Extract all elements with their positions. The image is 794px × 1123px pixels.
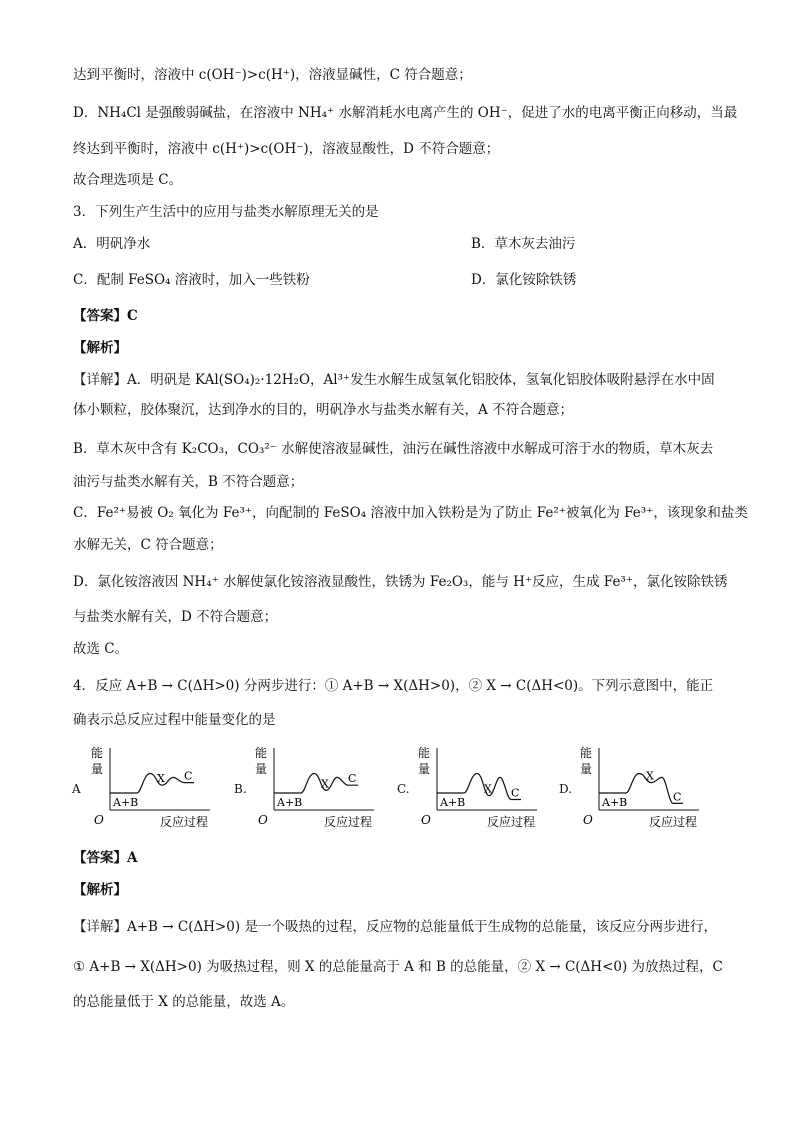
question-3-stem: 3．下列生产生活中的应用与盐类水解原理无关的是 bbox=[73, 204, 379, 220]
x-axis-label: 反应过程 bbox=[160, 815, 209, 829]
diagram-option-label: B. bbox=[234, 782, 247, 796]
text-line: D．NH₄Cl 是强酸弱碱盐，在溶液中 NH₄⁺ 水解消耗水电离产生的 OH⁻，促进了水的电离平衡正向移动，当最 bbox=[73, 105, 738, 121]
intermediate-label: X bbox=[157, 772, 165, 786]
reactants-label: A+B bbox=[602, 796, 628, 809]
y-axis-label: 量 bbox=[580, 762, 593, 776]
q4-detail-line: 【详解】A+B → C(ΔH>0) 是一个吸热的过程，反应物的总能量低于生成物的总能量，该反应分两步进行， bbox=[73, 919, 717, 935]
q3-option-b: B．草木灰去油污 bbox=[471, 236, 576, 252]
y-axis-label: 能 bbox=[580, 746, 593, 760]
q4-detail-line: 的总能量低于 X 的总能量，故选 A。 bbox=[73, 994, 295, 1010]
energy-diagram-d bbox=[575, 744, 720, 834]
x-axis-label: 反应过程 bbox=[487, 815, 536, 829]
intermediate-label: X bbox=[484, 782, 492, 796]
energy-curve bbox=[110, 774, 194, 794]
reactants-label: A+B bbox=[277, 796, 303, 809]
origin-label: O bbox=[583, 813, 593, 827]
product-label: C bbox=[511, 786, 520, 800]
q3-detail-line: 故选 C。 bbox=[73, 641, 129, 657]
q4-answer: 【答案】A bbox=[73, 850, 138, 866]
q3-detail-line: B．草木灰中含有 K₂CO₃，CO₃²⁻ 水解使溶液显碱性，油污在碱性溶液中水解成可溶于水的物质，草木灰去 bbox=[73, 441, 714, 457]
q3-detail-line: 油污与盐类水解有关，B 不符合题意； bbox=[73, 474, 304, 490]
q3-analysis-title: 【解析】 bbox=[73, 340, 127, 356]
q3-detail-line: 【详解】A．明矾是 KAl(SO₄)₂·12H₂O，Al³⁺发生水解生成氢氧化铝胶体，氢氧化铝胶体吸附悬浮在水中固 bbox=[73, 372, 715, 388]
q3-detail-line: 与盐类水解有关，D 不符合题意； bbox=[73, 609, 278, 625]
q4-analysis-title: 【解析】 bbox=[73, 882, 127, 898]
energy-diagram-a bbox=[86, 744, 226, 834]
diagram-option-label: C. bbox=[397, 782, 410, 796]
origin-label: O bbox=[94, 813, 104, 827]
diagram-option-label: A bbox=[72, 782, 81, 796]
q4-detail-line: ① A+B → X(ΔH>0) 为吸热过程，则 X 的总能量高于 A 和 B 的总能量，② X → C(ΔH<0) 为放热过程，C bbox=[73, 959, 723, 975]
intermediate-label: X bbox=[646, 769, 654, 783]
y-axis-label: 量 bbox=[91, 762, 104, 776]
reactants-label: A+B bbox=[113, 796, 139, 809]
energy-diagram-b bbox=[250, 744, 390, 834]
q3-option-c: C．配制 FeSO₄ 溶液时，加入一些铁粉 bbox=[73, 272, 310, 288]
text-line: 达到平衡时，溶液中 c(OH⁻)>c(H⁺)，溶液显碱性，C 符合题意； bbox=[73, 67, 472, 83]
x-axis-label: 反应过程 bbox=[649, 815, 698, 829]
reactants-label: A+B bbox=[440, 796, 466, 809]
origin-label: O bbox=[421, 813, 431, 827]
q3-detail-line: D．氯化铵溶液因 NH₄⁺ 水解使氯化铵溶液显酸性，铁锈为 Fe₂O₃，能与 H⁺反应，生成 Fe³⁺，氯化铵除铁锈 bbox=[73, 574, 728, 590]
y-axis-label: 能 bbox=[91, 746, 104, 760]
question-4-stem: 4．反应 A+B → C(ΔH>0) 分两步进行：① A+B → X(ΔH>0)，② X → C(ΔH<0)。下列示意图中，能正 bbox=[73, 678, 714, 694]
q3-option-d: D．氯化铵除铁锈 bbox=[471, 272, 577, 288]
product-label: C bbox=[348, 772, 357, 786]
product-label: C bbox=[673, 790, 682, 804]
x-axis-label: 反应过程 bbox=[324, 815, 373, 829]
q3-detail-line: C．Fe²⁺易被 O₂ 氧化为 Fe³⁺，向配制的 FeSO₄ 溶液中加入铁粉是为了防止 Fe²⁺被氧化为 Fe³⁺，该现象和盐类 bbox=[73, 505, 748, 521]
y-axis-label: 量 bbox=[418, 762, 431, 776]
energy-curve bbox=[274, 774, 358, 794]
product-label: C bbox=[184, 769, 193, 783]
intermediate-label: X bbox=[321, 777, 329, 791]
q3-detail-line: 水解无关，C 符合题意； bbox=[73, 537, 223, 553]
question-4-stem: 确表示总反应过程中能量变化的是 bbox=[73, 712, 276, 728]
q3-detail-line: 体小颗粒，胶体聚沉，达到净水的目的，明矾净水与盐类水解有关，A 不符合题意； bbox=[73, 402, 574, 418]
text-line: 故合理选项是 C。 bbox=[73, 172, 183, 188]
q3-option-a: A．明矾净水 bbox=[73, 236, 151, 252]
option-row bbox=[73, 270, 577, 290]
y-axis-label: 量 bbox=[255, 762, 268, 776]
y-axis-label: 能 bbox=[255, 746, 268, 760]
text-line: 终达到平衡时，溶液中 c(H⁺)>c(OH⁻)，溶液显酸性，D 不符合题意； bbox=[73, 141, 500, 157]
energy-diagram-c bbox=[413, 744, 558, 834]
origin-label: O bbox=[258, 813, 268, 827]
diagram-option-label: D. bbox=[559, 782, 573, 796]
option-row bbox=[73, 234, 576, 254]
y-axis-label: 能 bbox=[418, 746, 431, 760]
q3-answer: 【答案】C bbox=[73, 308, 138, 324]
